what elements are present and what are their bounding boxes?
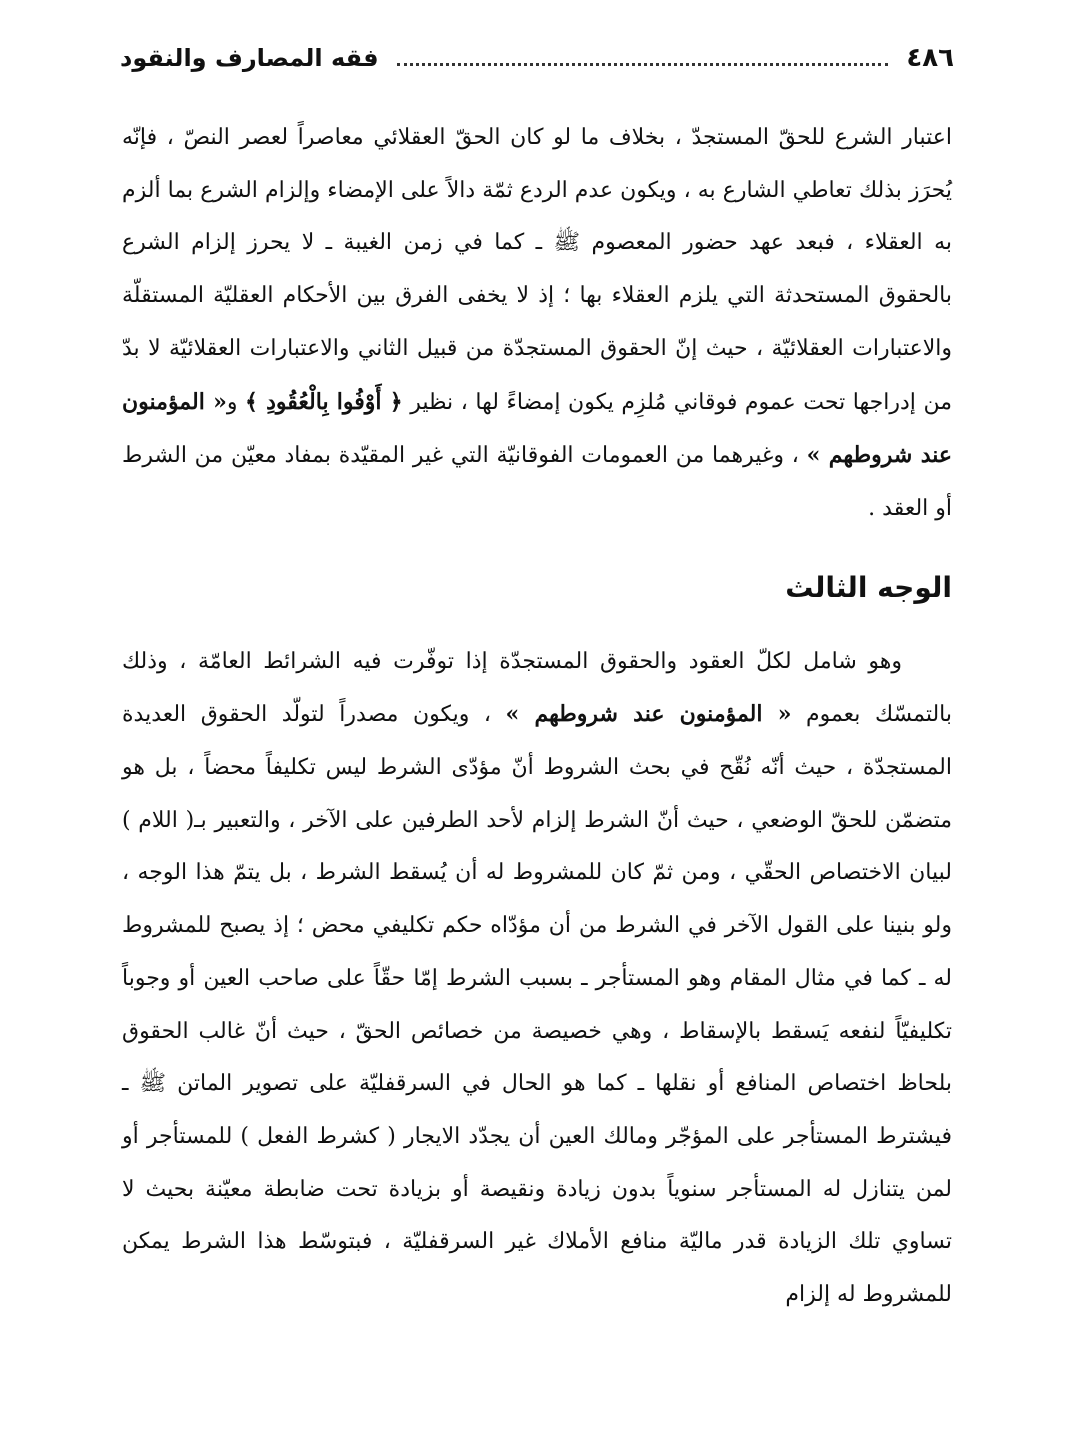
paragraph-2-text-a: وهو شامل لكلّ العقود والحقوق المستجدّة إذا توفّرت فيه الشرائط العامّة ، وذلك بالتمسّك بعموم	[122, 648, 952, 728]
page-number: ٤٨٦	[906, 43, 954, 73]
paragraph-1-connector: و	[226, 389, 246, 415]
paragraph-1-text-a: اعتبار الشرع للحقّ المستجدّ ، بخلاف ما لو كان الحقّ العقلائي معاصراً لعصر النصّ ، فإنّه يُحرَز بذلك تعاطي الشارع به ، ويكون عدم الردع ثمّة دالاً على الإمضاء وإلزام الشرع بما ألزم به العقلاء ، فبعد عهد حضور المعصوم ﷺ ـ كما في زمن الغيبة ـ لا يحرز إلزام الشرع بالحقوق المستحدثة التي يلزم العقلاء بها ؛ إذ لا يخفى الفرق بين الأحكام العقليّة المستقلّة والاعتبارات العقلائيّة ، حيث إنّ الحقوق المستجدّة من قبيل الثاني والاعتبارات العقلائيّة لا بدّ من إدراجها تحت عموم فوقاني مُلزِم يكون إمضاءً لها ، نظير	[122, 125, 952, 415]
page-body	[122, 112, 952, 1322]
paragraph-2	[122, 636, 952, 1322]
running-header	[120, 38, 954, 78]
paragraph-1-text-b: ، وغيرهما من العمومات الفوقانيّة التي غير المقيّدة بمفاد معيّن من الشرط أو العقد .	[122, 443, 952, 521]
running-title: فقه المصارف والنقود	[120, 44, 379, 72]
section-heading: الوجه الثالث	[785, 570, 952, 604]
hadith-quote: « المؤمنون عند شروطهم »	[122, 388, 953, 469]
quran-quote: ﴿ أَوْفُوا بِالْعُقُودِ ﴾	[245, 388, 403, 415]
paragraph-1	[122, 112, 952, 536]
paragraph-2-text-b: ، ويكون مصدراً لتولّد الحقوق العديدة المستجدّة ، حيث أنّه نُقّح في بحث الشروط أنّ مؤدّى الشرط ليس تكليفاً محضاً ، بل هو متضمّن للحقّ الوضعي ، حيث أنّ الشرط إلزام لأحد الطرفين على الآخر ، والتعبير بـ( اللام ) لبيان الاختصاص الحقّي ، ومن ثمّ كان للمشروط له أن يُسقط الشرط ، بل يتمّ هذا الوجه ، ولو بنينا على القول الآخر في الشرط من أن مؤدّاه حكم تكليفي محض ؛ إذ يصبح للمشروط له ـ كما في مثال المقام وهو المستأجر ـ بسبب الشرط إمّا حقّاً على صاحب العين أو وجوباً تكليفيّاً لنفعه يَسقط بالإسقاط ، وهي خصيصة من خصائص الحقّ ، حيث أنّ غالب الحقوق بلحاظ اختصاص المنافع أو نقلها ـ كما هو الحال في السرقفليّة على تصوير الماتن ﷺ ـ فيشترط المستأجر على المؤجّر ومالك العين أن يجدّد الايجار ( كشرط الفعل ) للمستأجر أو لمن يتنازل له المستأجر سنوياً بدون زيادة ونقيصة أو بزيادة تحت ضابطة معيّنة بحيث لا تساوي تلك الزيادة قدر ماليّة منافع الأملاك غير السرقفليّة ، فبتوسّط هذا الشرط يمكن للمشروط له إلزام	[122, 702, 952, 1308]
hadith-quote-2: « المؤمنون عند شروطهم »	[505, 701, 792, 728]
header-dotted-leader	[397, 63, 889, 66]
